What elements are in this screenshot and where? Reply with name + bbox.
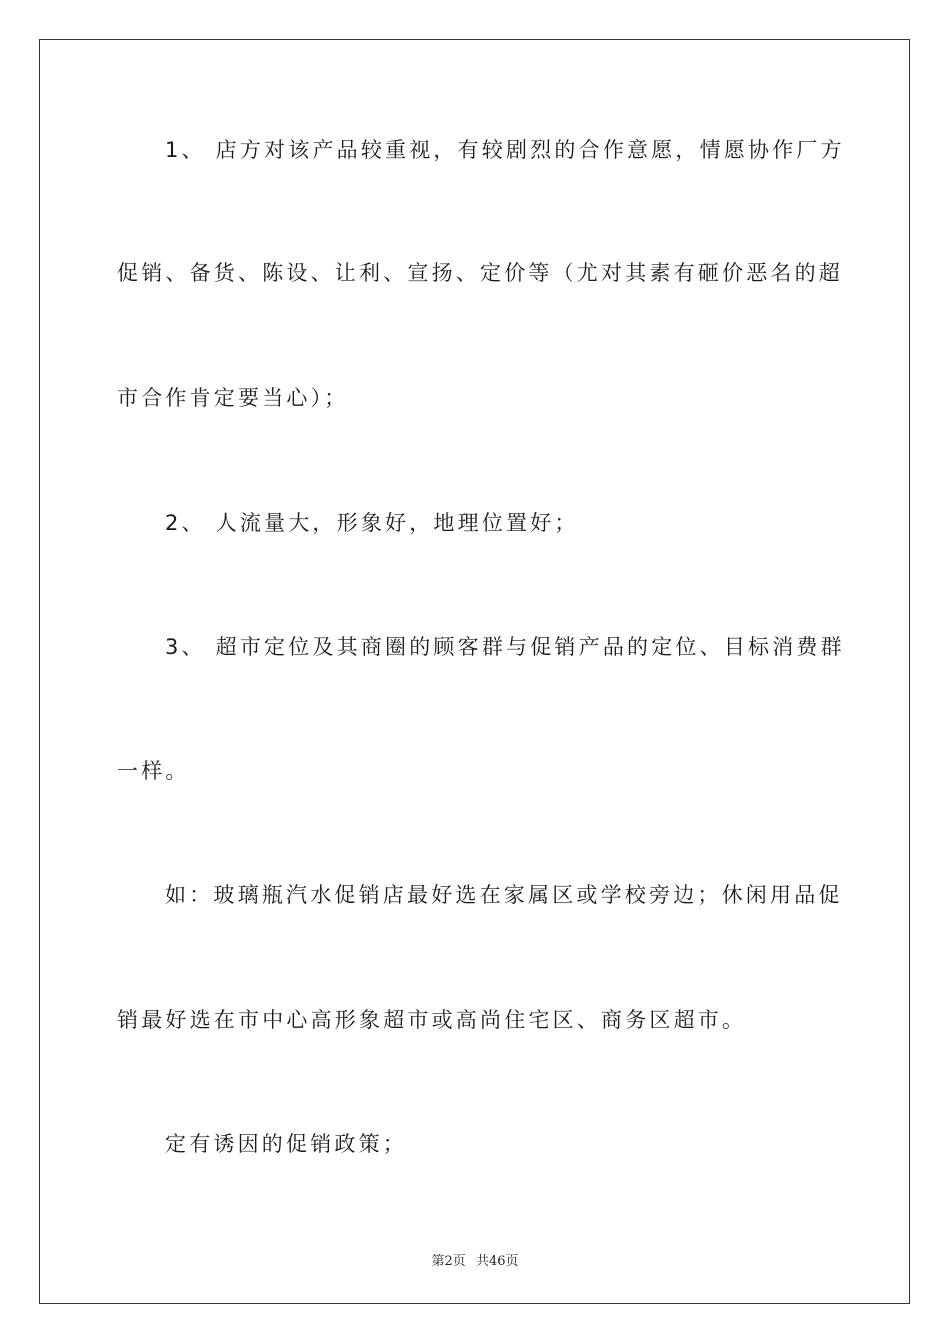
paragraph-1-line-3: 市合作肯定要当心）； — [117, 386, 349, 410]
page-footer — [0, 1250, 950, 1269]
paragraph-5-line-1: 定有诱因的促销政策； — [165, 1132, 407, 1156]
page-number: 第2页 — [431, 1254, 466, 1269]
paragraph-3-line-1: 3、 超市定位及其商圈的顾客群与促销产品的定位、目标消费群 — [165, 635, 845, 659]
total-pages: 共46页 — [475, 1254, 519, 1269]
paragraph-2-line-1: 2、 人流量大，形象好，地理位置好； — [165, 511, 579, 535]
paragraph-4-line-2: 销最好选在市中心高形象超市或高尚住宅区、商务区超市。 — [117, 1008, 747, 1032]
paragraph-3-line-2: 一样。 — [117, 759, 190, 783]
paragraph-1-line-2: 促销、备货、陈设、让利、宣扬、定价等（尤对其素有砸价恶名的超 — [117, 261, 843, 285]
page-border — [39, 39, 910, 1304]
paragraph-1-line-1: 1、 店方对该产品较重视，有较剧烈的合作意愿，情愿协作厂方 — [165, 138, 845, 162]
paragraph-4-line-1: 如：玻璃瓶汽水促销店最好选在家属区或学校旁边；休闲用品促 — [165, 883, 843, 907]
